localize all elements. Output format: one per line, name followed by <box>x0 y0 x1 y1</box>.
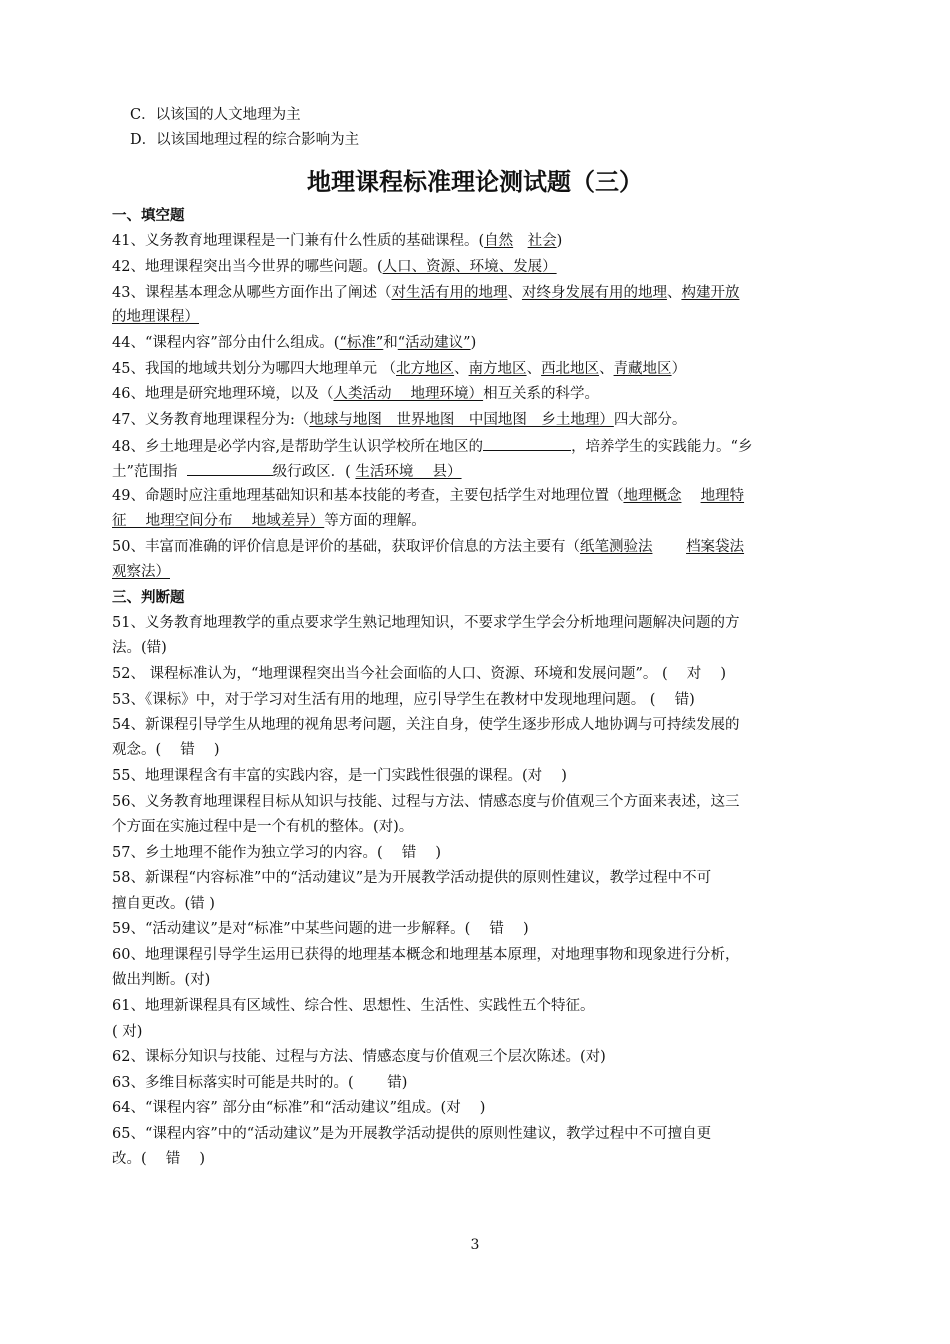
section-fill-in: 一、填空题 <box>112 208 185 224</box>
question-62: 62、课标分知识与技能、过程与方法、情感态度与价值观三个层次陈述。(对) <box>112 1049 606 1065</box>
page-title: 地理课程标准理论测试题（三） <box>307 168 643 196</box>
question-47: 47、义务教育地理课程分为:（地球与地图 世界地图 中国地图 乡土地理）四大部分。 <box>112 412 687 428</box>
answer: “活动建议” <box>397 335 471 351</box>
question-41: 41、义务教育地理课程是一门兼有什么性质的基础课程。(自然 社会) <box>112 233 563 249</box>
question-59: 59、“活动建议”是对“标准”中某些问题的进一步解释。( 错 ) <box>112 921 529 937</box>
question-50: 50、丰富而准确的评价信息是评价的基础，获取评价信息的方法主要有（纸笔测验法 档案袋法 <box>112 539 745 555</box>
answer: “标准” <box>339 335 384 351</box>
question-51-cont: 法。(错) <box>112 640 167 656</box>
answer: 地理特 <box>700 488 745 504</box>
answer: 自然 <box>484 233 514 249</box>
question-52: 52、 课程标准认为，“地理课程突出当今社会面临的人口、资源、环境和发展问题”。 ( 对 ) <box>112 666 727 682</box>
question-64: 64、“课程内容” 部分由“标准”和“活动建议”组成。(对 ) <box>112 1100 486 1116</box>
question-42: 42、地理课程突出当今世界的哪些问题。(人口、资源、环境、发展） <box>112 259 557 275</box>
question-63: 63、多维目标落实时可能是共时的。( 错) <box>112 1075 408 1091</box>
question-56: 56、义务教育地理课程目标从知识与技能、过程与方法、情感态度与价值观三个方面来表述，这三 <box>112 794 740 810</box>
question-57: 57、乡土地理不能作为独立学习的内容。( 错 ) <box>112 845 441 861</box>
answer: 人口、资源、环境、发展） <box>382 259 557 275</box>
answer: 构建开放 <box>681 285 740 301</box>
question-46: 46、地理是研究地理环境，以及（人类活动 地理环境）相互关系的科学。 <box>112 386 600 402</box>
answer: 征 地理空间分布 地域差异） <box>112 513 325 529</box>
answer: 北方地区 <box>396 361 455 377</box>
question-54-cont: 观念。( 错 ) <box>112 742 220 758</box>
answer: 地理概念 <box>623 488 682 504</box>
answer: 对生活有用的地理 <box>391 285 508 301</box>
question-51: 51、义务教育地理教学的重点要求学生熟记地理知识，不要求学生学会分析地理问题解决问题的方 <box>112 615 740 631</box>
answer: 纸笔测验法 <box>579 539 653 555</box>
answer: 南方地区 <box>468 361 527 377</box>
answer: 档案袋法 <box>686 539 745 555</box>
question-48: 48、乡土地理是必学内容,是帮助学生认识学校所在地区的 ，培养学生的实践能力。“乡 <box>112 436 840 456</box>
answer: 生活环境 县） <box>355 464 462 480</box>
question-60: 60、地理课程引导学生运用已获得的地理基本概念和地理基本原理，对地理事物和现象进行分析， <box>112 947 740 963</box>
section-true-false: 三、判断题 <box>112 590 185 606</box>
question-58-cont: 擅自更改。(错 ) <box>112 896 215 912</box>
question-54: 54、新课程引导学生从地理的视角思考问题，关注自身，使学生逐步形成人地协调与可持续发展的 <box>112 717 740 733</box>
answer: 对终身发展有用的地理 <box>521 285 667 301</box>
page-number: 3 <box>470 1237 480 1253</box>
answer-blank <box>483 436 571 451</box>
answer-blank <box>187 461 273 476</box>
answer: 社会 <box>527 233 557 249</box>
answer: 的地理课程） <box>112 309 199 325</box>
question-65: 65、“课程内容”中的“活动建议”是为开展教学活动提供的原则性建议，教学过程中不可擅自更 <box>112 1126 712 1142</box>
answer: 人类活动 地理环境） <box>333 386 484 402</box>
option-c: C．以该国的人文地理为主 <box>130 107 301 123</box>
answer: 观察法） <box>112 564 170 580</box>
question-44: 44、“课程内容”部分由什么组成。(“标准”和“活动建议”) <box>112 335 477 351</box>
question-56-cont: 个方面在实施过程中是一个有机的整体。(对)。 <box>112 819 414 835</box>
question-43-cont <box>112 308 840 326</box>
question-48-cont: 土”范围指 级行政区．( 生活环境 县） <box>112 461 840 481</box>
question-55: 55、地理课程含有丰富的实践内容，是一门实践性很强的课程。(对 ) <box>112 768 567 784</box>
answer: 地球与地图 世界地图 中国地图 乡土地理） <box>309 412 614 428</box>
option-d: D．以该国地理过程的综合影响为主 <box>130 132 360 148</box>
question-49: 49、命题时应注重地理基础知识和基本技能的考查，主要包括学生对地理位置（地理概念 地理特 <box>112 488 745 504</box>
answer: 青藏地区 <box>613 361 672 377</box>
question-43: 43、课程基本理念从哪些方面作出了阐述（对生活有用的地理、对终身发展有用的地理、构建开放 <box>112 285 740 301</box>
question-61: 61、地理新课程具有区域性、综合性、思想性、生活性、实践性五个特征。 <box>112 998 595 1014</box>
answer: 西北地区 <box>541 361 600 377</box>
question-61-cont: ( 对) <box>112 1024 143 1040</box>
question-53: 53、《课标》中，对于学习对生活有用的地理，应引导学生在教材中发现地理问题。 ( 错) <box>112 692 695 708</box>
question-65-cont: 改。( 错 ) <box>112 1151 206 1167</box>
question-58: 58、新课程“内容标准”中的“活动建议”是为开展教学活动提供的原则性建议，教学过程中不可 <box>112 870 712 886</box>
question-45: 45、我国的地域共划分为哪四大地理单元 （北方地区、南方地区、西北地区、青藏地区） <box>112 361 687 377</box>
question-60-cont: 做出判断。(对) <box>112 972 211 988</box>
question-50-cont <box>112 563 840 581</box>
question-49-cont: 征 地理空间分布 地域差异）等方面的理解。 <box>112 513 426 529</box>
